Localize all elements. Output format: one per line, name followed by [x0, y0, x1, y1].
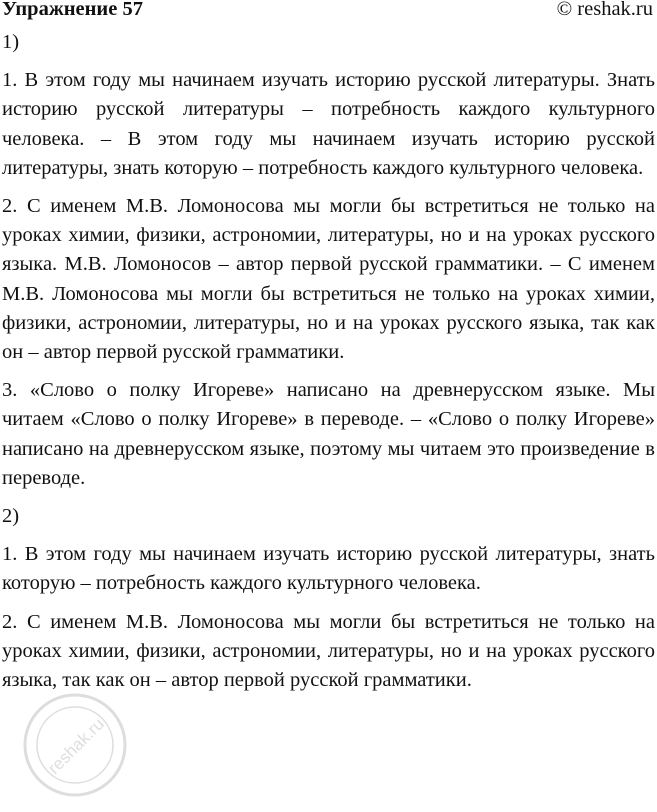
part-2-item-2: 2. С именем М.В. Ломоносова мы могли бы встретиться не только на уроках химии, физики, астрономии, литературы, но и на уроках русского языка, так как он – автор первой русской грамматики.: [2, 610, 655, 692]
part-1-item-1: 1. В этом году мы начинаем изучать историю русской литературы. Знать историю русской литературы – потребность каждого культурного человека. – В этом году мы начинаем изучать историю русской литературы, знать которую – потребность каждого культурного человека.: [2, 69, 655, 179]
exercise-content: [2, 28, 655, 704]
watermark-text: reshak.ru: [44, 714, 108, 778]
site-credit: © reshak.ru: [556, 0, 653, 20]
exercise-title: Упражнение 57: [2, 0, 143, 20]
part-1-item-3: 3. «Слово о полку Игореве» написано на древнерусском языке. Мы читаем «Слово о полку Игореве» в переводе. – «Слово о полку Игореве» написано на древнерусском языке, поэтому мы читаем это произведение в переводе.: [2, 379, 655, 489]
page-header: [0, 0, 657, 22]
part-2-item-1: 1. В этом году мы начинаем изучать историю русской литературы, знать которую – потребность каждого культурного человека.: [2, 543, 655, 595]
watermark-inner-ring: [37, 707, 113, 783]
part-2-label: 2): [2, 505, 20, 528]
watermark-logo: [20, 690, 130, 800]
part-1-item-2: 2. С именем М.В. Ломоносова мы могли бы встретиться не только на уроках химии, физики, астрономии, литературы, но и на уроках русского языка. М.В. Ломоносов – автор первой русской грамматики. – С именем М.В. Ломоносова мы могли бы встретиться не только на уроках химии, физики, астрономии, литературы, но и на уроках русского языка, так как он – автор первой русской грамматики.: [2, 195, 655, 364]
part-1-label: 1): [2, 31, 20, 53]
watermark-ring: [25, 695, 125, 795]
